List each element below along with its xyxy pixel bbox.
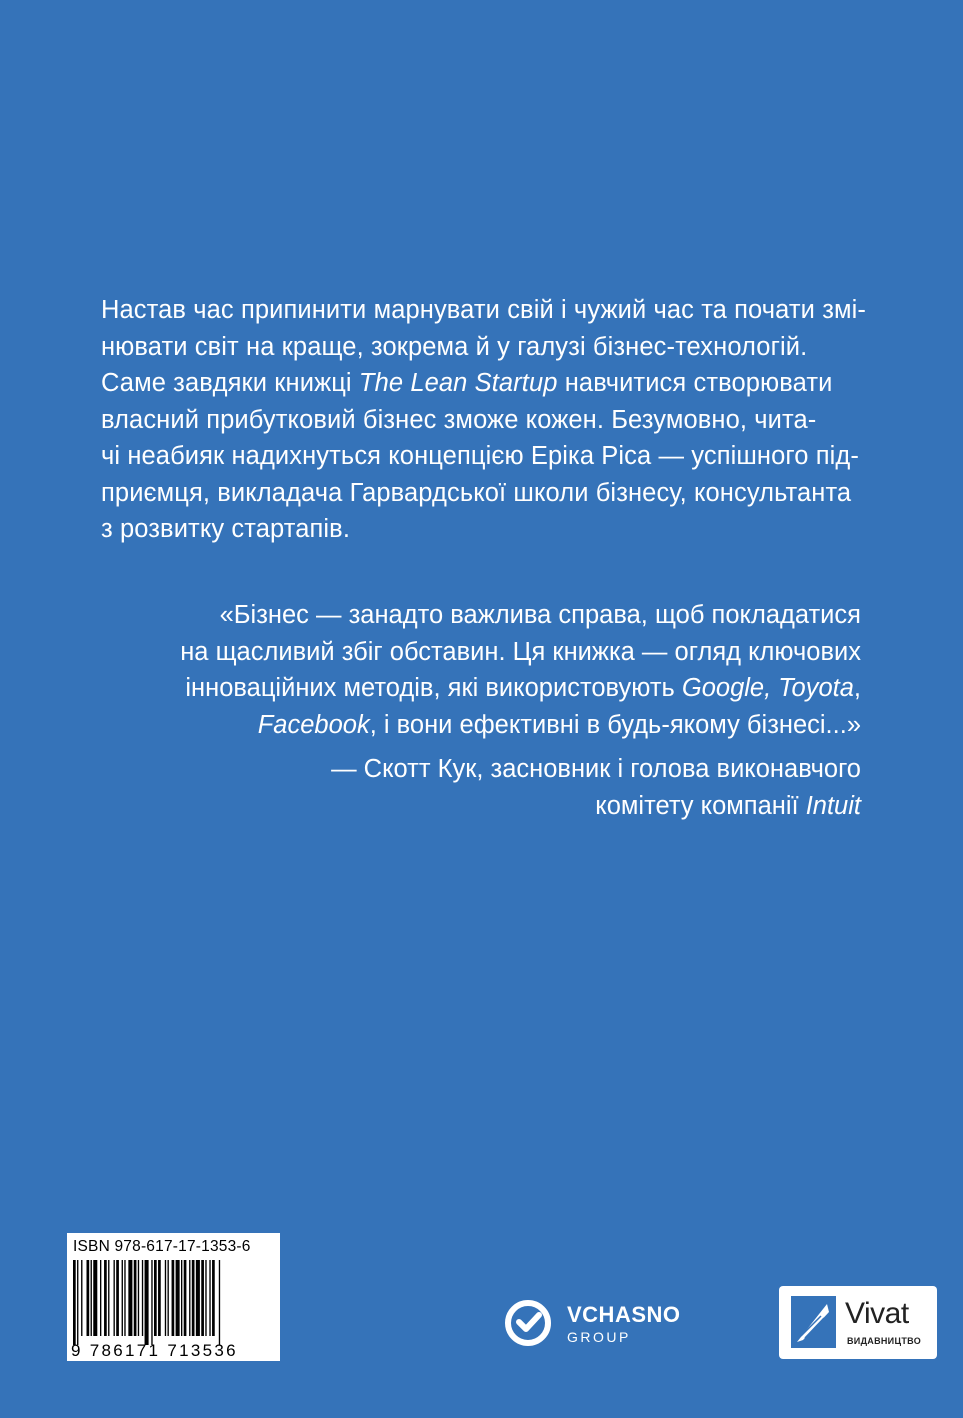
barcode-bar: [145, 1260, 149, 1345]
vivat-name: Vivat: [845, 1297, 909, 1330]
barcode-bar: [165, 1260, 166, 1336]
barcode-bar: [100, 1260, 101, 1336]
barcode-digits: 9 786171 713536: [71, 1341, 238, 1360]
barcode-bar: [116, 1260, 119, 1336]
quote-line: Facebook, і вони ефективні в будь-якому бізнесі...»: [257, 710, 861, 739]
barcode-bar: [91, 1260, 92, 1336]
barcode-bar: [114, 1260, 115, 1336]
vivat-sub: ВИДАВНИЦТВО: [847, 1336, 921, 1346]
barcode-bar: [192, 1260, 195, 1336]
attribution-line: — Скотт Кук, засновник і голова виконавчого: [331, 755, 861, 783]
isbn-label: ISBN 978-617-17-1353-6: [73, 1238, 251, 1255]
barcode-bar: [108, 1260, 109, 1336]
barcode-bar: [189, 1260, 190, 1336]
barcode-bar: [158, 1260, 161, 1336]
isbn-barcode-box: [67, 1233, 280, 1361]
description-line: Саме завдяки книжці The Lean Startup навчитися створювати: [101, 369, 833, 397]
vchasno-group-logo: [503, 1298, 703, 1358]
barcode-bar: [184, 1260, 187, 1336]
barcode-bar: [209, 1260, 210, 1336]
barcode-bar: [104, 1260, 107, 1336]
barcode-bar: [87, 1260, 90, 1336]
barcode-bar: [138, 1260, 139, 1336]
barcode-bar: [219, 1260, 220, 1345]
barcode-bar: [73, 1260, 76, 1345]
vivat-logo: [779, 1286, 937, 1359]
vchasno-check-icon: [503, 1298, 553, 1348]
barcode-bar: [124, 1260, 125, 1336]
vivat-feather-icon: [791, 1296, 836, 1348]
quote-line: на щасливий збіг обставин. Ця книжка — огляд ключових: [180, 637, 861, 666]
vchasno-sub: GROUP: [567, 1329, 631, 1345]
barcode: [71, 1260, 276, 1345]
description-line: чі неабияк надихнуться концепцією Еріка Ріса — успішного під-: [101, 442, 859, 470]
quote-line: «Бізнес — занадто важлива справа, щоб покладатися: [219, 601, 861, 629]
barcode-bar: [77, 1260, 78, 1345]
description-line: з розвитку стартапів.: [101, 515, 351, 543]
quote-attribution: [141, 751, 861, 824]
barcode-bar: [154, 1260, 157, 1336]
barcode-bar: [205, 1260, 206, 1336]
barcode-bar: [151, 1260, 152, 1345]
barcode-bar: [212, 1260, 215, 1336]
barcode-bar: [196, 1260, 200, 1336]
barcode-bar: [168, 1260, 169, 1336]
barcode-bar: [93, 1260, 97, 1336]
quote-line: інноваційних методів, які використовують Google, Toyota,: [185, 674, 861, 702]
description-line: власний прибутковий бізнес зможе кожен. Безумовно, чита-: [101, 405, 817, 434]
vchasno-name: VCHASNO: [567, 1302, 681, 1327]
book-title-italic: The Lean Startup: [358, 369, 558, 397]
testimonial-quote: [141, 597, 861, 743]
barcode-bar: [134, 1260, 137, 1336]
description-line: приємця, викладача Гарвардської школи бізнесу, консультанта: [101, 478, 852, 507]
description-line: Настав час припинити марнувати свій і чужий час та почати змі-: [101, 296, 866, 324]
barcode-bar: [181, 1260, 182, 1336]
barcode-bar: [128, 1260, 132, 1336]
barcode-bar: [142, 1260, 143, 1336]
barcode-bar: [201, 1260, 204, 1336]
barcode-bar: [176, 1260, 180, 1336]
book-description: [101, 292, 866, 548]
barcode-bar: [172, 1260, 175, 1336]
attribution-line: комітету компанії Intuit: [595, 791, 861, 820]
description-line: нювати світ на краще, зокрема й у галузі бізнес-технологій.: [101, 332, 808, 361]
barcode-bar: [81, 1260, 82, 1336]
barcode-bar: [122, 1260, 123, 1336]
